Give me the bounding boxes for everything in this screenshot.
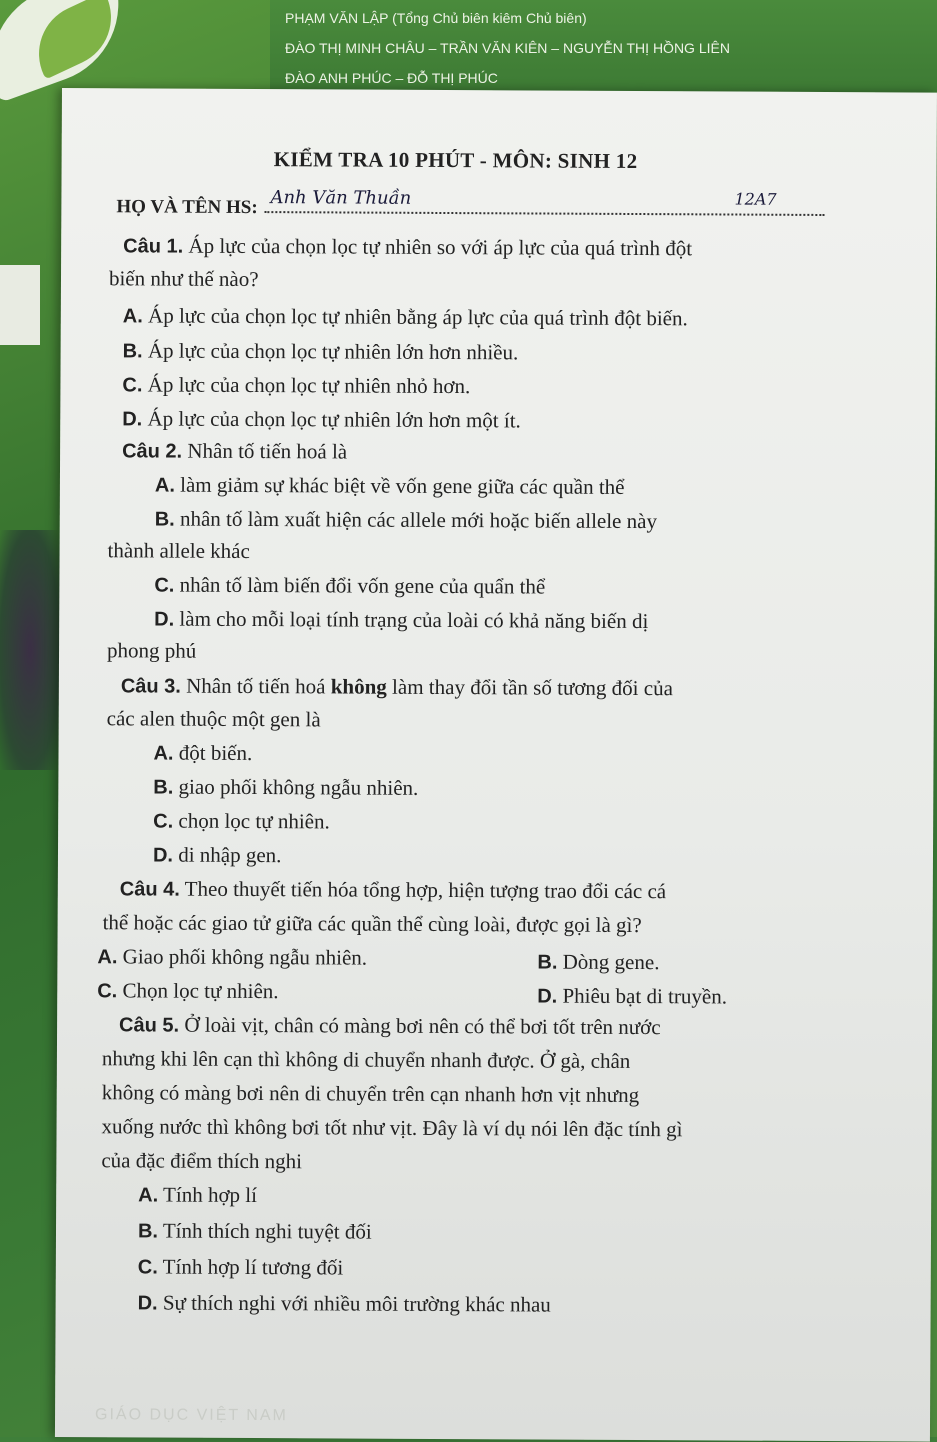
handwritten-class: 12A7 — [734, 189, 777, 209]
question-5-stem-line-4: xuống nước thì không bơi tốt như vịt. Đây là ví dụ nói lên đặc tính gì — [101, 1114, 683, 1142]
question-5-option-c: C. Tính hợp lí tương đối — [137, 1254, 344, 1280]
question-2-option-d-continuation: phong phú — [106, 638, 197, 663]
question-1-stem-line-1 — [123, 233, 692, 261]
question-5-option-d: D. Sự thích nghi với nhiều môi trường khác nhau — [137, 1290, 551, 1317]
question-4-stem-line-2: thể hoặc các giao tử giữa các quần thể cùng loài, được gọi là gì? — [102, 910, 642, 938]
question-3-stem-line-1: Câu 3. Nhân tố tiến hoá không làm thay đổi tần số tương đối của — [120, 673, 674, 701]
question-1-option-d: D. Áp lực của chọn lọc tự nhiên lớn hơn một ít. — [122, 406, 521, 433]
question-1-stem-line-2: biến như thế nào? — [108, 266, 259, 292]
question-1-option-a: A. Áp lực của chọn lọc tự nhiên bằng áp lực của quá trình đột biến. — [122, 303, 688, 331]
question-3-label: Câu 3. — [120, 675, 181, 698]
question-5-stem-line-1: Câu 5. Ở loài vịt, chân có màng bơi nên có thể bơi tốt trên nước — [119, 1012, 661, 1040]
question-3-option-a: A. đột biến. — [153, 740, 253, 766]
question-2-option-d: D. làm cho mỗi loại tính trạng của loài có khả năng biến dị — [154, 606, 649, 634]
question-2-stem: Câu 2. Nhân tố tiến hoá là — [122, 438, 348, 464]
question-5-stem-line-5: của đặc điểm thích nghi — [101, 1148, 303, 1174]
question-3-option-b: B. giao phối không ngẫu nhiên. — [153, 774, 419, 800]
question-4-option-b: B. Dòng gene. — [537, 949, 660, 975]
question-4-label: Câu 4. — [119, 878, 180, 901]
question-2-option-b: B. nhân tố làm xuất hiện các allele mới hoặc biến allele này — [154, 506, 658, 534]
question-2-option-c: C. nhân tố làm biến đổi vốn gene của quẩn thể — [154, 572, 546, 599]
question-3-option-c: C. chọn lọc tự nhiên. — [153, 808, 330, 834]
question-4-option-a: A. Giao phối không ngẫu nhiên. — [97, 944, 368, 970]
question-5-option-b: B. Tính thích nghi tuyệt đối — [137, 1218, 372, 1244]
name-fill-line — [264, 187, 824, 216]
question-3-option-d: D. di nhập gen. — [152, 842, 282, 868]
question-2-option-a: A. làm giảm sự khác biệt về vốn gene giữa các quần thể — [154, 472, 625, 499]
question-4-option-d: D. Phiêu bạt di truyền. — [537, 983, 728, 1009]
cover-edge-white-strip — [0, 265, 40, 345]
exam-paper — [55, 88, 937, 1442]
exam-title: KIỂM TRA 10 PHÚT - MÔN: SINH 12 — [273, 147, 638, 174]
question-5-stem-line-2: nhưng khi lên cạn thì không di chuyển nhanh được. Ở gà, chân — [101, 1046, 631, 1073]
question-1-option-c: C. Áp lực của chọn lọc tự nhiên nhỏ hơn. — [122, 372, 471, 399]
question-3-stem-line-2: các alen thuộc một gen là — [106, 706, 321, 732]
question-1-option-b: B. Áp lực của chọn lọc tự nhiên lớn hơn nhiều. — [122, 338, 519, 365]
cover-author-line-2: ĐÀO THỊ MINH CHÂU – TRẦN VĂN KIÊN – NGUYỄN THỊ HỒNG LIÊN — [285, 40, 730, 56]
question-1-label: Câu 1. — [123, 235, 184, 258]
handwritten-name: Anh Văn Thuần — [270, 187, 412, 209]
question-5-label: Câu 5. — [119, 1014, 180, 1037]
publisher-watermark: GIÁO DỤC VIỆT NAM — [95, 1406, 288, 1425]
cover-author-line-1: PHẠM VĂN LẬP (Tổng Chủ biên kiêm Chủ biên) — [285, 10, 587, 26]
question-5-option-a: A. Tính hợp lí — [138, 1182, 258, 1208]
question-1-stem-text-1: Áp lực của chọn lọc tự nhiên so với áp lực của quá trình đột — [188, 233, 693, 261]
student-name-label: HỌ VÀ TÊN HS: — [116, 196, 258, 219]
question-4-stem-line-1: Câu 4. Theo thuyết tiến hóa tổng hợp, hiện tượng trao đổi các cá — [119, 876, 667, 904]
question-2-label: Câu 2. — [122, 440, 183, 463]
cover-author-line-3: ĐÀO ANH PHÚC – ĐỖ THỊ PHÚC — [285, 70, 498, 86]
question-4-option-c: C. Chọn lọc tự nhiên. — [97, 978, 279, 1004]
question-2-option-b-continuation: thành allele khác — [107, 538, 250, 563]
cover-edge-dark-image — [0, 530, 60, 770]
student-name-row — [116, 187, 906, 222]
question-5-stem-line-3: không có màng bơi nên di chuyển trên cạn nhanh hơn vịt nhưng — [101, 1080, 640, 1108]
